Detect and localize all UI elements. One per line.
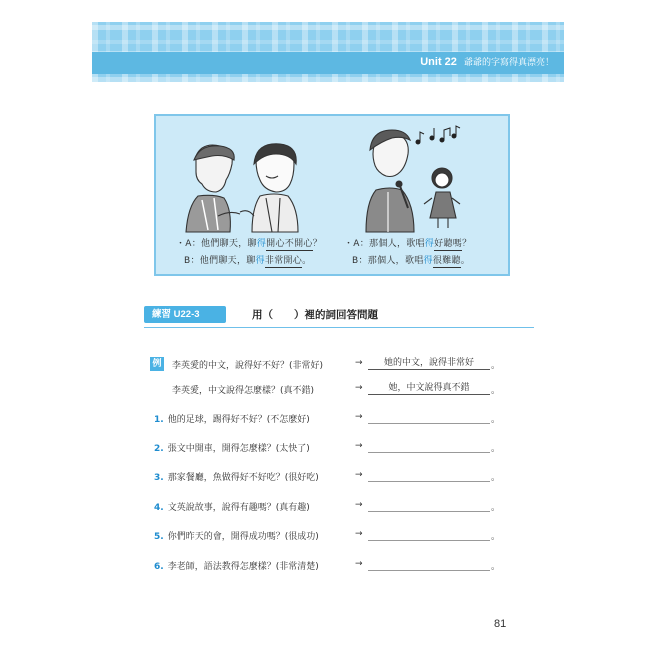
caption-de: 得 <box>424 239 435 249</box>
caption-de: 得 <box>256 239 267 249</box>
example-question: 李英愛的中文，說得好不好？(非常好) <box>172 361 324 371</box>
exercise-instruction: 用（ ）裡的詞回答問題 <box>252 309 378 321</box>
example-badge: 例 <box>150 357 164 371</box>
caption-de: 得 <box>423 256 433 266</box>
right-caption-a <box>344 236 471 249</box>
example-period: 。 <box>491 386 501 396</box>
man-left-figure <box>186 145 240 232</box>
answer-blank-6[interactable] <box>368 558 490 571</box>
right-caption-b <box>352 253 470 266</box>
answer-arrow: → <box>355 500 363 510</box>
question-item-3 <box>154 470 319 483</box>
unit-label: Unit 22 <box>420 56 457 68</box>
left-caption-b <box>184 253 311 266</box>
question-item-5 <box>154 529 319 542</box>
question-text: 他的足球，踢得好不好？(不怎麼好) <box>167 415 310 425</box>
unit-title: 爺爺的字寫得真漂亮！ <box>463 57 554 67</box>
answer-blank-1[interactable] <box>368 411 490 424</box>
question-text: 那家餐廳，魚做得好不好吃？(很好吃) <box>167 473 319 483</box>
man-right-figure <box>240 144 298 232</box>
question-number: 2. <box>154 444 164 454</box>
caption-answer: 開心不開心 <box>266 239 313 249</box>
example-answer: 她，中文說得真不錯 <box>368 382 490 395</box>
answer-period: 。 <box>491 473 501 483</box>
exercise-tag: 練習 U22-3 <box>144 306 226 323</box>
example-arrow: → <box>355 358 363 368</box>
left-caption-a <box>176 236 322 249</box>
answer-period: 。 <box>491 532 501 542</box>
header-band <box>92 22 564 82</box>
caption-end: 。 <box>460 256 471 266</box>
music-notes <box>416 126 460 144</box>
caption-de: 得 <box>255 256 265 266</box>
question-number: 1. <box>154 415 164 425</box>
page-number: 81 <box>494 618 507 630</box>
illustration-panel <box>154 114 510 276</box>
question-item-1 <box>154 412 310 425</box>
caption-end: 。 <box>302 256 312 266</box>
singer-figure <box>366 130 414 232</box>
question-number: 4. <box>154 503 164 513</box>
caption-text: B：那個人，歌唱 <box>352 256 424 266</box>
question-text: 你們昨天的會，開得成功嗎？(很成功) <box>167 532 319 542</box>
question-number: 5. <box>154 532 164 542</box>
answer-arrow: → <box>355 559 363 569</box>
answer-period: 。 <box>491 503 501 513</box>
girl-figure <box>424 168 460 228</box>
answer-blank-5[interactable] <box>368 528 490 541</box>
question-item-2 <box>154 441 310 454</box>
example-question: 李英愛，中文說得怎麼樣？(真不錯) <box>172 386 315 396</box>
question-item-4 <box>154 500 310 513</box>
textbook-page <box>92 22 564 634</box>
question-number: 6. <box>154 562 164 572</box>
caption-answer: 很難聽 <box>432 256 461 266</box>
answer-blank-2[interactable] <box>368 440 490 453</box>
answer-period: 。 <box>491 444 501 454</box>
example-period: 。 <box>491 361 501 371</box>
caption-end: ？ <box>462 239 472 249</box>
question-text: 文英說故事，說得有趣嗎？(真有趣) <box>167 503 310 513</box>
answer-period: 。 <box>491 415 501 425</box>
answer-period: 。 <box>491 562 501 572</box>
answer-blank-3[interactable] <box>368 469 490 482</box>
question-text: 張文中開車，開得怎麼樣？(太快了) <box>167 444 310 454</box>
question-text: 李老師，語法教得怎麼樣？(非常清楚) <box>167 562 319 572</box>
caption-text: ・A：那個人，歌唱 <box>344 239 425 249</box>
caption-answer: 好聽嗎 <box>434 239 463 249</box>
answer-arrow: → <box>355 441 363 451</box>
caption-text: B：他們聊天，聊 <box>184 256 256 266</box>
answer-arrow: → <box>355 470 363 480</box>
answer-arrow: → <box>355 529 363 539</box>
example-answer: 她的中文，說得非常好 <box>368 357 490 370</box>
answer-blank-4[interactable] <box>368 499 490 512</box>
exercise-divider <box>144 327 534 328</box>
caption-text: ・A：他們聊天，聊 <box>176 239 257 249</box>
example-arrow: → <box>355 383 363 393</box>
answer-arrow: → <box>355 412 363 422</box>
unit-heading <box>420 55 554 68</box>
caption-end: ？ <box>312 239 322 249</box>
question-item-6 <box>154 559 319 572</box>
caption-answer: 非常開心 <box>264 256 303 266</box>
question-number: 3. <box>154 473 164 483</box>
